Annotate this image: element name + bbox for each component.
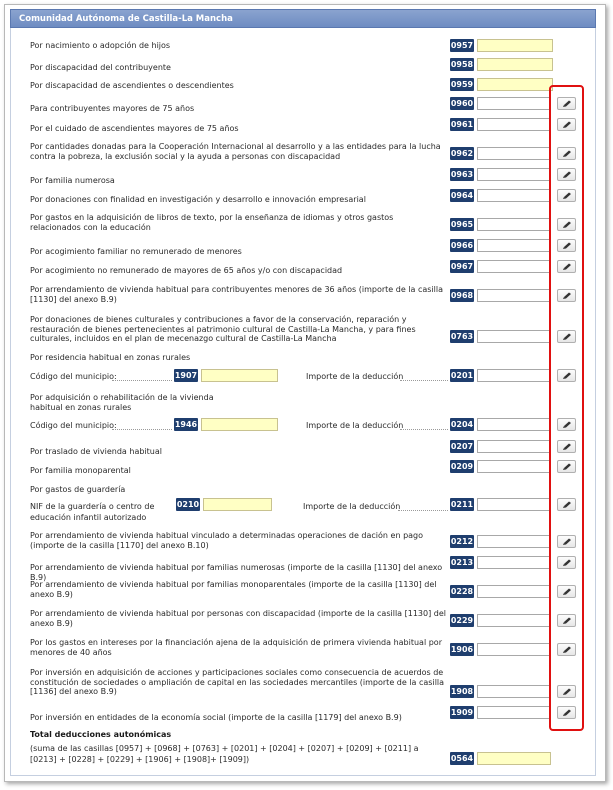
input-0207[interactable] bbox=[477, 440, 551, 453]
label-0228: Por arrendamiento de vivienda habitual por familias monoparentales (importe de la casilla [1130] del anexo B.9) bbox=[30, 580, 437, 599]
label-0229: Por arrendamiento de vivienda habitual por personas con discapacidad (importe de la casilla [1130] del anexo B.9) bbox=[30, 609, 446, 628]
label-0963: Por familia numerosa bbox=[30, 176, 115, 185]
input-0962[interactable] bbox=[477, 147, 551, 160]
guarderia-title: Por gastos de guardería bbox=[30, 485, 126, 494]
input-0961[interactable] bbox=[477, 118, 551, 131]
label-0958: Por discapacidad del contribuyente bbox=[30, 63, 171, 72]
code-0210: 0210 bbox=[176, 500, 200, 509]
code-0211: 0211 bbox=[450, 500, 474, 509]
input-1909[interactable] bbox=[477, 706, 551, 719]
label-0960: Para contribuyentes mayores de 75 años bbox=[30, 104, 195, 113]
code-1908: 1908 bbox=[450, 687, 474, 696]
guarderia-deduccion-label: Importe de la deducción bbox=[303, 502, 401, 511]
input-0212[interactable] bbox=[477, 535, 551, 548]
input-0957[interactable] bbox=[477, 39, 553, 52]
code-1946: 1946 bbox=[174, 420, 198, 429]
label-0212: Por arrendamiento de vivienda habitual vinculado a determinadas operaciones de dación en pago (importe de la casilla [1170] del anexo B.10) bbox=[30, 531, 424, 550]
label-0959: Por discapacidad de ascendientes o descendientes bbox=[30, 81, 234, 90]
label-0957: Por nacimiento o adopción de hijos bbox=[30, 41, 171, 50]
code-1907: 1907 bbox=[174, 371, 198, 380]
label-0207: Por traslado de vivienda habitual bbox=[30, 447, 162, 456]
code-0209: 0209 bbox=[450, 462, 474, 471]
input-1908[interactable] bbox=[477, 685, 551, 698]
leader bbox=[112, 429, 172, 430]
code-0966: 0966 bbox=[450, 241, 474, 250]
input-0966[interactable] bbox=[477, 239, 551, 252]
label-0965: Por gastos en la adquisición de libros de texto, por la enseñanza de idiomas y otros gastos relacionados con la educación bbox=[30, 213, 394, 232]
code-0213: 0213 bbox=[450, 558, 474, 567]
code-0963: 0963 bbox=[450, 170, 474, 179]
input-0229[interactable] bbox=[477, 614, 551, 627]
code-0964: 0964 bbox=[450, 191, 474, 200]
input-0968[interactable] bbox=[477, 289, 551, 302]
section-header: Comunidad Autónoma de Castilla-La Mancha bbox=[10, 9, 596, 28]
code-0228: 0228 bbox=[450, 587, 474, 596]
rural-deduccion-label: Importe de la deducción bbox=[306, 372, 404, 381]
code-0968: 0968 bbox=[450, 291, 474, 300]
label-0968: Por arrendamiento de vivienda habitual para contribuyentes menores de 36 años (importe de la casilla [1130] del anexo B.9) bbox=[30, 285, 443, 304]
code-0958: 0958 bbox=[450, 60, 474, 69]
input-0965[interactable] bbox=[477, 218, 551, 231]
rural-municipio-input[interactable] bbox=[201, 369, 278, 382]
code-0960: 0960 bbox=[450, 99, 474, 108]
leader bbox=[112, 380, 172, 381]
total-title: Total deducciones autonómicas bbox=[30, 730, 172, 739]
rehab-deduccion-label: Importe de la deducción bbox=[306, 421, 404, 430]
label-0966: Por acogimiento familiar no remunerado de menores bbox=[30, 247, 242, 256]
rural-municipio-label: Código del municipio: bbox=[30, 372, 117, 381]
input-0211[interactable] bbox=[477, 498, 551, 511]
label-0962: Por cantidades donadas para la Cooperación Internacional al desarrollo y a las entidades para la lucha contra la pobreza, la exclusión social y la ayuda a personas con discapacidad bbox=[30, 142, 441, 161]
rehab-title: Por adquisición o rehabilitación de la vivienda habitual en zonas rurales bbox=[30, 393, 214, 412]
input-1906[interactable] bbox=[477, 643, 551, 656]
input-0228[interactable] bbox=[477, 585, 551, 598]
highlight-box bbox=[549, 85, 584, 731]
input-0564[interactable] bbox=[477, 752, 551, 765]
code-0959: 0959 bbox=[450, 80, 474, 89]
code-0967: 0967 bbox=[450, 262, 474, 271]
input-0959[interactable] bbox=[477, 78, 553, 91]
code-0201: 0201 bbox=[450, 371, 474, 380]
input-0960[interactable] bbox=[477, 97, 551, 110]
code-1906: 1906 bbox=[450, 645, 474, 654]
input-0967[interactable] bbox=[477, 260, 551, 273]
label-0961: Por el cuidado de ascendientes mayores de 75 años bbox=[30, 124, 239, 133]
input-0964[interactable] bbox=[477, 189, 551, 202]
code-0961: 0961 bbox=[450, 120, 474, 129]
guarderia-nif-label: NIF de la guardería o centro de educación infantil autorizado bbox=[30, 502, 155, 522]
rural-title: Por residencia habitual en zonas rurales bbox=[30, 353, 191, 362]
input-0209[interactable] bbox=[477, 460, 551, 473]
code-0962: 0962 bbox=[450, 149, 474, 158]
code-0229: 0229 bbox=[450, 616, 474, 625]
code-0763: 0763 bbox=[450, 332, 474, 341]
total-formula: (suma de las casillas [0957] + [0968] + [0763] + [0201] + [0204] + [0207] + [0209] + [0211] a [0213] + [0228] + [0229] + [1906] + [1908]+ [1909]) bbox=[30, 744, 419, 764]
input-0958[interactable] bbox=[477, 58, 553, 71]
code-0564: 0564 bbox=[450, 754, 474, 763]
code-0957: 0957 bbox=[450, 41, 474, 50]
label-1909: Por inversión en entidades de la economía social (importe de la casilla [1179] del anexo B.9) bbox=[30, 713, 402, 722]
label-0967: Por acogimiento no remunerado de mayores de 65 años y/o con discapacidad bbox=[30, 266, 343, 275]
leader bbox=[400, 380, 448, 381]
code-0207: 0207 bbox=[450, 442, 474, 451]
input-0204[interactable] bbox=[477, 418, 551, 431]
label-0213: Por arrendamiento de vivienda habitual por familias numerosas (importe de la casilla [1130] del anexo B.9) bbox=[30, 563, 443, 582]
leader bbox=[400, 429, 448, 430]
label-0763: Por donaciones de bienes culturales y contribuciones a favor de la conservación, reparación y restauración de bienes pertenecientes al patrimonio cultural de Castilla-La Mancha, y para fines culturales, incluidos en el plan de mecenazgo cultural de Castilla-La Mancha bbox=[30, 315, 416, 343]
input-0963[interactable] bbox=[477, 168, 551, 181]
input-0213[interactable] bbox=[477, 556, 551, 569]
label-1908: Por inversión en adquisición de acciones y participaciones sociales como consecuencia de acuerdos de constitución de sociedades o ampliación de capital en las sociedades mercantiles (importe de la casilla [1136] del anexo B.9) bbox=[30, 668, 445, 696]
code-0204: 0204 bbox=[450, 420, 474, 429]
leader bbox=[398, 510, 448, 511]
code-0212: 0212 bbox=[450, 537, 474, 546]
guarderia-nif-input[interactable] bbox=[203, 498, 272, 511]
label-0964: Por donaciones con finalidad en investigación y desarrollo e innovación empresarial bbox=[30, 195, 366, 204]
code-1909: 1909 bbox=[450, 708, 474, 717]
code-0965: 0965 bbox=[450, 220, 474, 229]
rehab-municipio-label: Código del municipio: bbox=[30, 421, 117, 430]
rehab-municipio-input[interactable] bbox=[201, 418, 278, 431]
input-0201[interactable] bbox=[477, 369, 551, 382]
label-1906: Por los gastos en intereses por la financiación ajena de la adquisición de primera vivienda habitual por menores de 40 años bbox=[30, 638, 442, 657]
input-0763[interactable] bbox=[477, 330, 551, 343]
label-0209: Por familia monoparental bbox=[30, 466, 131, 475]
